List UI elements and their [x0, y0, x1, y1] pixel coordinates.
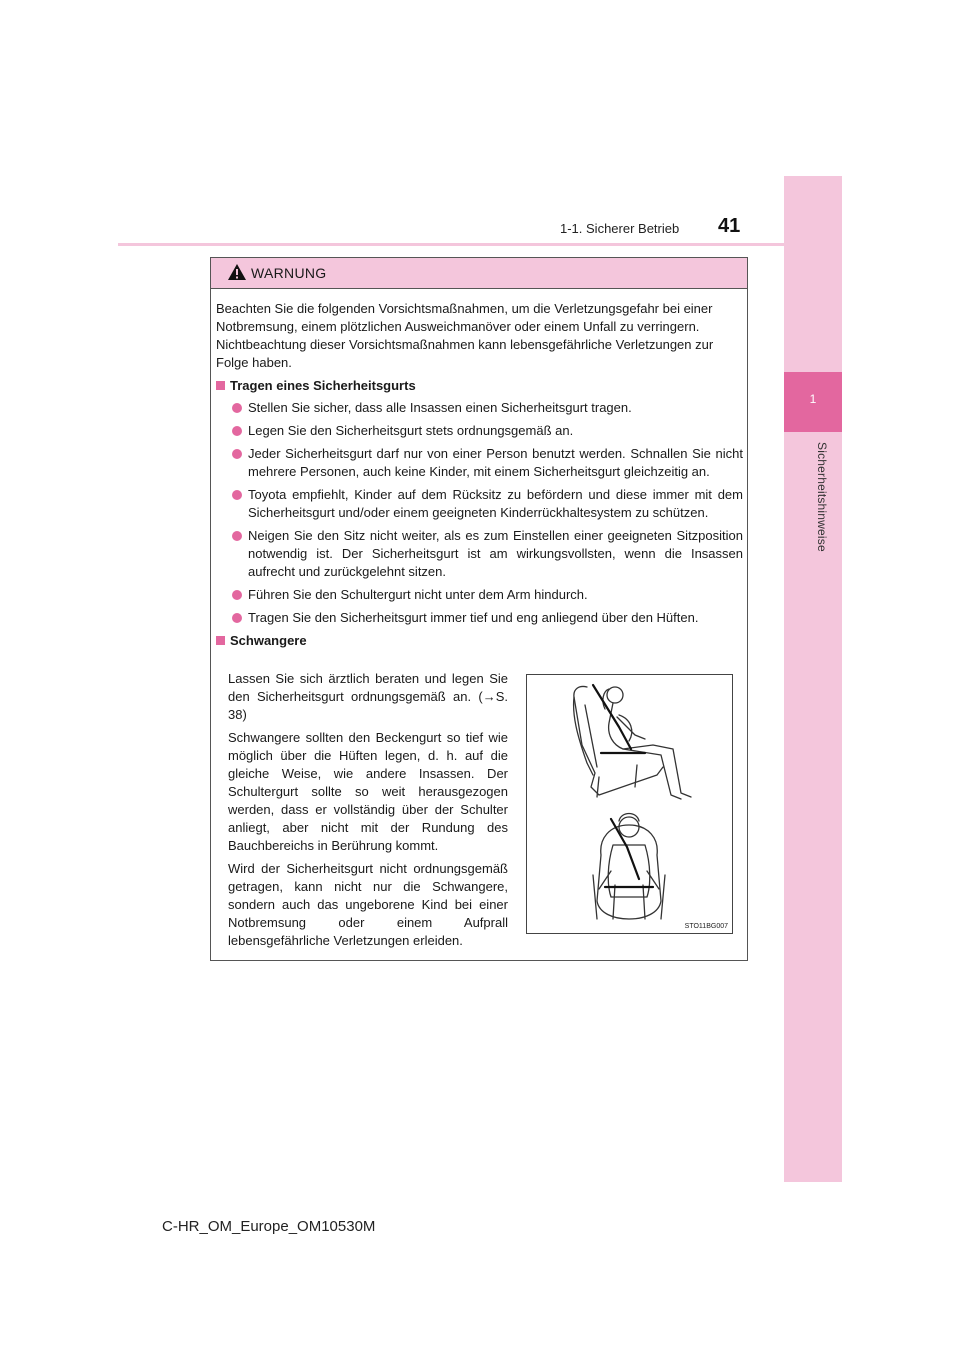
pregnant-woman-seatbelt-illustration: [527, 675, 732, 933]
round-bullet-icon: [232, 449, 242, 459]
round-bullet-icon: [232, 531, 242, 541]
list-item: Stellen Sie sicher, dass alle Insassen einen Sicherheitsgurt tragen.: [216, 399, 743, 417]
figure-code: STO11BG007: [684, 923, 728, 930]
chapter-number: 1: [809, 392, 817, 406]
list-item: Jeder Sicherheitsgurt darf nur von einer Person benutzt werden. Schnallen Sie nicht mehrere Personen, auch keine Kinder, mit einem Sicherheitsgurt gleichzeitig an.: [216, 445, 743, 481]
paragraph: Schwangere sollten den Beckengurt so tief wie möglich über die Hüften legen, d. h. auf die gleiche Weise, wie andere Insassen. Der Schultergurt sollte so weit herausgezogen werden, dass er vollständig über der Schulter anliegt, aber nicht mit der Rundung des Bauchbereichs in Berührung kommt.: [228, 730, 508, 853]
chapter-label: Sicherheitshinweise: [815, 442, 829, 552]
round-bullet-icon: [232, 426, 242, 436]
warning-triangle-icon: [227, 263, 247, 281]
section-heading-text: Schwangere: [230, 633, 307, 648]
warning-intro: Beachten Sie die folgenden Vorsichtsmaßnahmen, um die Verletzungsgefahr bei einer Notbremsung, einem plötzlichen Ausweichmanöver oder einem Unfall zu verringern. Nichtbeachtung dieser Vorsichtsmaßnahmen kann lebensgefährliche Verletzungen zur Folge haben.: [216, 301, 714, 370]
list-item: Legen Sie den Sicherheitsgurt stets ordnungsgemäß an.: [216, 422, 743, 440]
list-item: Tragen Sie den Sicherheitsgurt immer tief und eng anliegend über den Hüften.: [216, 609, 743, 627]
page-number: 41: [718, 215, 741, 237]
seatbelt-illustration: [526, 674, 733, 934]
list-item: Toyota empfiehlt, Kinder auf dem Rücksitz zu befördern und diese immer mit dem Sicherheitsgurt und/oder einem geeigneten Kinderrückhaltesystem zu schützen.: [216, 486, 743, 522]
header-rule: [118, 243, 784, 246]
side-tab-band: [784, 176, 842, 1182]
paragraph: Wird der Sicherheitsgurt nicht ordnungsgemäß getragen, kann nicht nur die Schwangere, sondern auch das ungeborene Kind bei einer Notbremsung oder einem Aufprall lebensgefährliche Verletzungen erleiden.: [228, 861, 508, 948]
section-title: 1-1. Sicherer Betrieb: [560, 221, 680, 236]
warning-box: [210, 257, 748, 961]
chapter-tab[interactable]: [784, 372, 842, 432]
round-bullet-icon: [232, 590, 242, 600]
footer-doc-id: C-HR_OM_Europe_OM10530M: [162, 1218, 376, 1235]
pregnancy-text: [228, 670, 508, 955]
section-heading-pregnant: [216, 632, 743, 650]
section-heading-text: Tragen eines Sicherheitsgurts: [230, 378, 416, 393]
round-bullet-icon: [232, 613, 242, 623]
seatbelt-rules-list: [216, 399, 743, 627]
warning-header: [211, 258, 747, 289]
square-bullet-icon: [216, 636, 225, 645]
list-item: Neigen Sie den Sitz nicht weiter, als es zum Einstellen einer geeigneten Sitzposition notwendig ist. Der Sicherheitsgurt ist am wirkungsvollsten, wenn die Insassen aufrecht und zurückgelehnt sitzen.: [216, 527, 743, 581]
list-item: Führen Sie den Schultergurt nicht unter dem Arm hindurch.: [216, 586, 743, 604]
section-heading-seatbelt: [216, 377, 743, 395]
square-bullet-icon: [216, 381, 225, 390]
warning-content: [216, 300, 743, 654]
warning-title: WARNUNG: [251, 265, 327, 281]
round-bullet-icon: [232, 403, 242, 413]
round-bullet-icon: [232, 490, 242, 500]
paragraph: Lassen Sie sich ärztlich beraten und legen Sie den Sicherheitsgurt ordnungsgemäß an. (→S. 38): [228, 671, 508, 722]
